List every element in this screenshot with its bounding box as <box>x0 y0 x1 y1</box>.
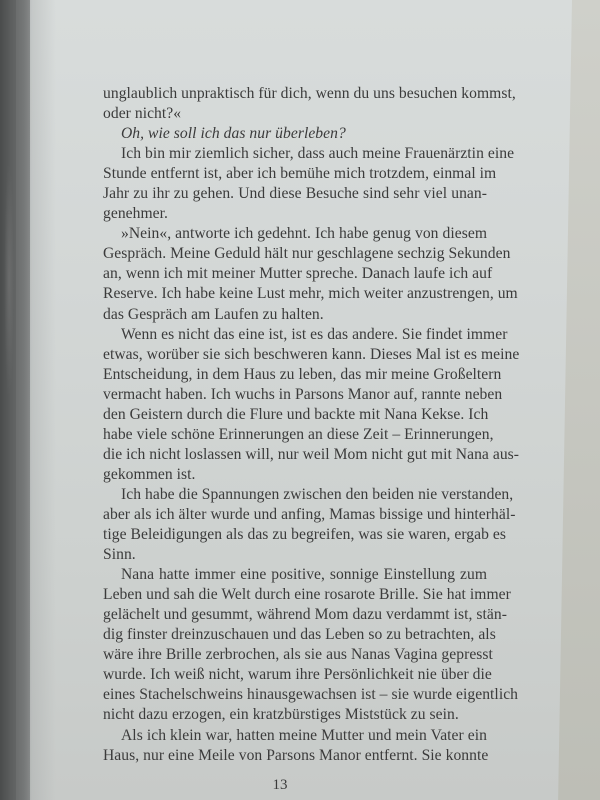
text-line: Sinn. <box>103 546 136 564</box>
page-number: 13 <box>272 777 288 793</box>
text-line: Als ich klein war, hatten meine Mutter und mein Vater ein <box>121 726 487 744</box>
text-line: wäre ihre Brille zerbrochen, als sie aus Nanas Vagina gepresst <box>103 646 493 664</box>
text-line: etwas, worüber sie sich beschweren kann. Dieses Mal ist es meine <box>103 345 520 363</box>
text-line: Jahr zu ihr zu gehen. Und diese Besuche sind sehr viel unan- <box>103 185 487 203</box>
text-line: das Gespräch am Laufen zu halten. <box>103 305 324 323</box>
text-line: genehmer. <box>103 205 168 223</box>
text-line: gelächelt und gesummt, während Mom dazu verdammt ist, stän- <box>103 606 507 624</box>
text-line: Entscheidung, in dem Haus zu leben, das mir meine Großeltern <box>103 365 502 383</box>
text-line: eines Stachelschweins hinausgewachsen ist – sie wurde eigentlich <box>103 686 519 704</box>
paragraph <box>85 325 520 485</box>
text-line: vermacht haben. Ich wuchs in Parsons Manor auf, rannte neben <box>103 385 503 403</box>
paragraph <box>85 84 516 124</box>
text-line: dig finster dreinzuschauen und das Leben so zu betrachten, als <box>103 626 496 644</box>
text-line: tige Beleidigungen als das zu begreifen, was sie waren, ergab es <box>103 526 507 544</box>
paragraph <box>85 485 516 565</box>
text-line: Stunde entfernt ist, aber ich bemühe mich trotzdem, einmal im <box>103 165 497 183</box>
text-line: den Geistern durch die Flure und backte mit Nana Kekse. Ich <box>103 405 489 423</box>
paragraph <box>85 224 518 324</box>
text-line: habe viele schöne Erinnerungen an diese Zeit – Erinnerungen, <box>103 425 494 443</box>
text-line: Gespräch. Meine Geduld hält nur geschlagene sechzig Sekunden <box>103 245 511 263</box>
paragraph <box>85 144 515 224</box>
page-body-text <box>85 84 520 766</box>
text-line: Wenn es nicht das eine ist, ist es das andere. Sie findet immer <box>121 325 508 343</box>
text-line: Ich bin mir ziemlich sicher, dass auch meine Frauenärztin eine <box>121 145 515 163</box>
text-line: aber als ich älter wurde und anfing, Mamas bissige und hinterhäl- <box>103 505 516 523</box>
paragraph-italic-thought <box>85 124 487 144</box>
text-line: an, wenn ich mit meiner Mutter spreche. Danach laufe ich auf <box>103 265 493 283</box>
text-line: nicht dazu erzogen, ein kratzbürstiges Miststück zu sein. <box>103 706 459 724</box>
text-line: Haus, nur eine Meile von Parsons Manor entfernt. Sie konnte <box>103 746 489 764</box>
book-spine <box>0 0 30 800</box>
text-line: gekommen ist. <box>103 465 196 483</box>
paragraph <box>85 565 519 725</box>
text-line: Reserve. Ich habe keine Lust mehr, mich weiter anzustrengen, um <box>103 285 518 303</box>
text-line: wurde. Ich weiß nicht, warum ihre Persönlichkeit nie über die <box>103 666 492 684</box>
text-line: Nana hatte immer eine positive, sonnige Einstellung zum <box>121 566 487 584</box>
text-line: Ich habe die Spannungen zwischen den beiden nie verstanden, <box>121 485 514 503</box>
paragraph <box>85 726 487 766</box>
text-line: die ich nicht loslassen will, nur weil Mom nicht gut mit Nana aus- <box>103 445 520 463</box>
text-line: Leben und sah die Welt durch eine rosarote Brille. Sie hat immer <box>103 586 511 604</box>
text-line: Oh, wie soll ich das nur überleben? <box>121 125 346 143</box>
text-line: unglaublich unpraktisch für dich, wenn du uns besuchen kommst, <box>103 85 516 102</box>
text-line: »Nein«, antworte ich gedehnt. Ich habe genug von diesem <box>121 225 487 243</box>
text-line: oder nicht?« <box>103 105 182 123</box>
